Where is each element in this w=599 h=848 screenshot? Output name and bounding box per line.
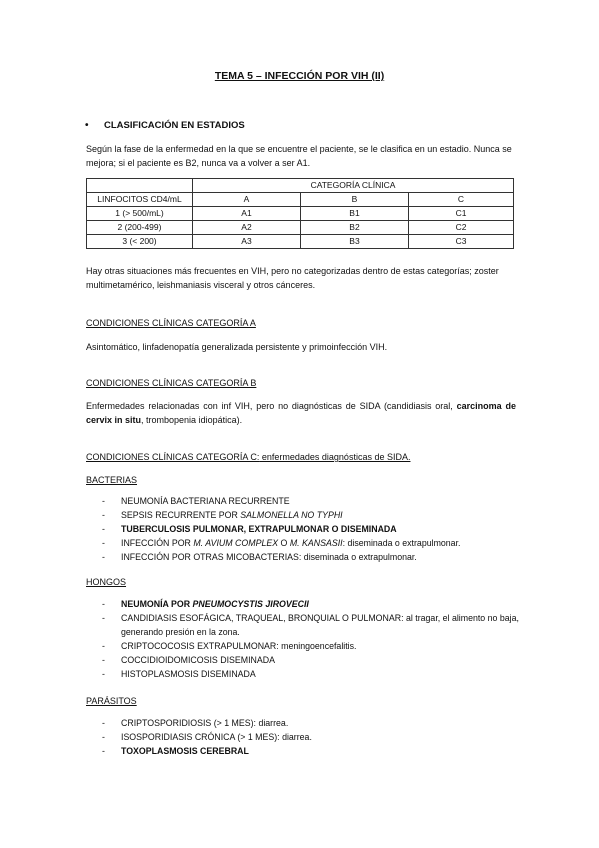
table-cell: A1 [193, 207, 301, 221]
list-item [102, 536, 522, 550]
dash-icon: - [102, 732, 105, 742]
list-item-text: : diseminada o extrapulmonar. [342, 538, 461, 548]
hongos-list [102, 597, 522, 681]
dash-icon: - [102, 746, 105, 756]
table-col-header: B [301, 193, 409, 207]
bullet-icon: • [85, 120, 89, 131]
table-cell: A3 [193, 235, 301, 249]
table-col-header: A [193, 193, 301, 207]
parasitos-heading: PARÁSITOS [86, 696, 137, 706]
category-b-text-part: Enfermedades relacionadas con inf VIH, pero no diagnósticas de SIDA (candidiasis oral, [86, 401, 453, 411]
dash-icon: - [102, 496, 105, 506]
classification-note: Hay otras situaciones más frecuentes en VIH, pero no categorizadas dentro de estas categorías; zoster multimetamérico, leishmaniasis visceral y otros cánceres. [86, 266, 499, 290]
table-cell-empty [87, 179, 193, 193]
classification-table [86, 178, 514, 249]
list-item-text: CRIPTOSPORIDIOSIS (> 1 MES): diarrea. [121, 718, 289, 728]
table-row [87, 221, 514, 235]
list-item [102, 494, 522, 508]
list-item-text: HISTOPLASMOSIS DISEMINADA [121, 669, 256, 679]
dash-icon: - [102, 669, 105, 679]
dash-icon: - [102, 524, 105, 534]
table-cell: B1 [301, 207, 409, 221]
list-item-italic: M. KANSASII [289, 538, 343, 548]
list-item-bold: TUBERCULOSIS PULMONAR, EXTRAPULMONAR O DISEMINADA [121, 524, 397, 534]
table-row-label: 1 (> 500/mL) [87, 207, 193, 221]
table-row [87, 193, 514, 207]
list-item-text: NEUMONÍA BACTERIANA RECURRENTE [121, 496, 290, 506]
list-item [102, 730, 522, 744]
list-item [102, 508, 522, 522]
table-row-label: 2 (200-499) [87, 221, 193, 235]
category-c-heading-rest: enfermedades diagnósticas de SIDA. [259, 452, 411, 462]
list-item-text: INFECCIÓN POR OTRAS MICOBACTERIAS: diseminada o extrapulmonar. [121, 552, 417, 562]
list-item [102, 597, 522, 611]
dash-icon: - [102, 552, 105, 562]
list-item-text: O [278, 538, 290, 548]
list-item [102, 611, 522, 639]
category-c-heading-text: CONDICIONES CLÍNICAS CATEGORÍA C: [86, 452, 260, 462]
table-cell: B2 [301, 221, 409, 235]
category-b-text [86, 399, 516, 427]
dash-icon: - [102, 641, 105, 651]
category-b-text-part: , trombopenia idiopática). [141, 415, 243, 425]
dash-icon: - [102, 538, 105, 548]
table-group-header: CATEGORÍA CLÍNICA [193, 179, 514, 193]
category-a-text: Asintomático, linfadenopatía generalizada persistente y primoinfección VIH. [86, 342, 388, 352]
category-a-heading: CONDICIONES CLÍNICAS CATEGORÍA A [86, 318, 256, 328]
classification-heading [85, 120, 245, 131]
hongos-heading: HONGOS [86, 577, 127, 587]
list-item-italic: M. AVIUM COMPLEX [193, 538, 279, 548]
page-title: TEMA 5 – INFECCIÓN POR VIH (II) [214, 70, 385, 82]
dash-icon: - [102, 613, 105, 623]
table-row-label: 3 (< 200) [87, 235, 193, 249]
table-cell: B3 [301, 235, 409, 249]
list-item-text: SEPSIS RECURRENTE POR [121, 510, 241, 520]
list-item-text: ISOSPORIDIASIS CRÓNICA (> 1 MES): diarrea. [121, 732, 312, 742]
list-item [102, 550, 522, 564]
list-item-text: INFECCIÓN POR [121, 538, 194, 548]
list-item-text: CRIPTOCOCOSIS EXTRAPULMONAR: meningoencefalitis. [121, 641, 357, 651]
list-item-text: COCCIDIOIDOMICOSIS DISEMINADA [121, 655, 275, 665]
classification-heading-text: CLASIFICACIÓN EN ESTADIOS [104, 120, 245, 131]
table-cell: C1 [409, 207, 514, 221]
list-item [102, 667, 522, 681]
table-cell: C2 [409, 221, 514, 235]
list-item-bold: TOXOPLASMOSIS CEREBRAL [121, 746, 249, 756]
list-item-bold: NEUMONÍA POR [121, 599, 193, 609]
parasitos-list [102, 716, 522, 758]
list-item [102, 522, 522, 536]
dash-icon: - [102, 599, 105, 609]
list-item [102, 639, 522, 653]
table-row [87, 179, 514, 193]
list-item-italic: SALMONELLA NO TYPHI [240, 510, 343, 520]
table-row-header: LINFOCITOS CD4/mL [87, 193, 193, 207]
bacterias-heading: BACTERIAS [86, 475, 138, 485]
dash-icon: - [102, 718, 105, 728]
dash-icon: - [102, 510, 105, 520]
list-item [102, 744, 522, 758]
list-item [102, 716, 522, 730]
category-b-heading: CONDICIONES CLÍNICAS CATEGORÍA B [86, 378, 257, 388]
table-row [87, 235, 514, 249]
bacterias-list [102, 494, 522, 564]
table-cell: C3 [409, 235, 514, 249]
table-col-header: C [409, 193, 514, 207]
list-item [102, 653, 522, 667]
category-b-text-bold: carcinoma de cervix in situ [86, 401, 516, 425]
dash-icon: - [102, 655, 105, 665]
classification-intro: Según la fase de la enfermedad en la que se encuentre el paciente, se le clasifica en un estadio. Nunca se mejora; si el paciente es B2, nunca va a volver a ser A1. [86, 144, 512, 168]
table-cell: A2 [193, 221, 301, 235]
table-row [87, 207, 514, 221]
list-item-bold-italic: PNEUMOCYSTIS JIROVECII [192, 599, 309, 609]
category-c-heading [86, 452, 410, 462]
list-item-text: CANDIDIASIS ESOFÁGICA, TRAQUEAL, BRONQUIAL O PULMONAR: al tragar, el alimento no baja, generando presión en la zona. [121, 613, 519, 637]
